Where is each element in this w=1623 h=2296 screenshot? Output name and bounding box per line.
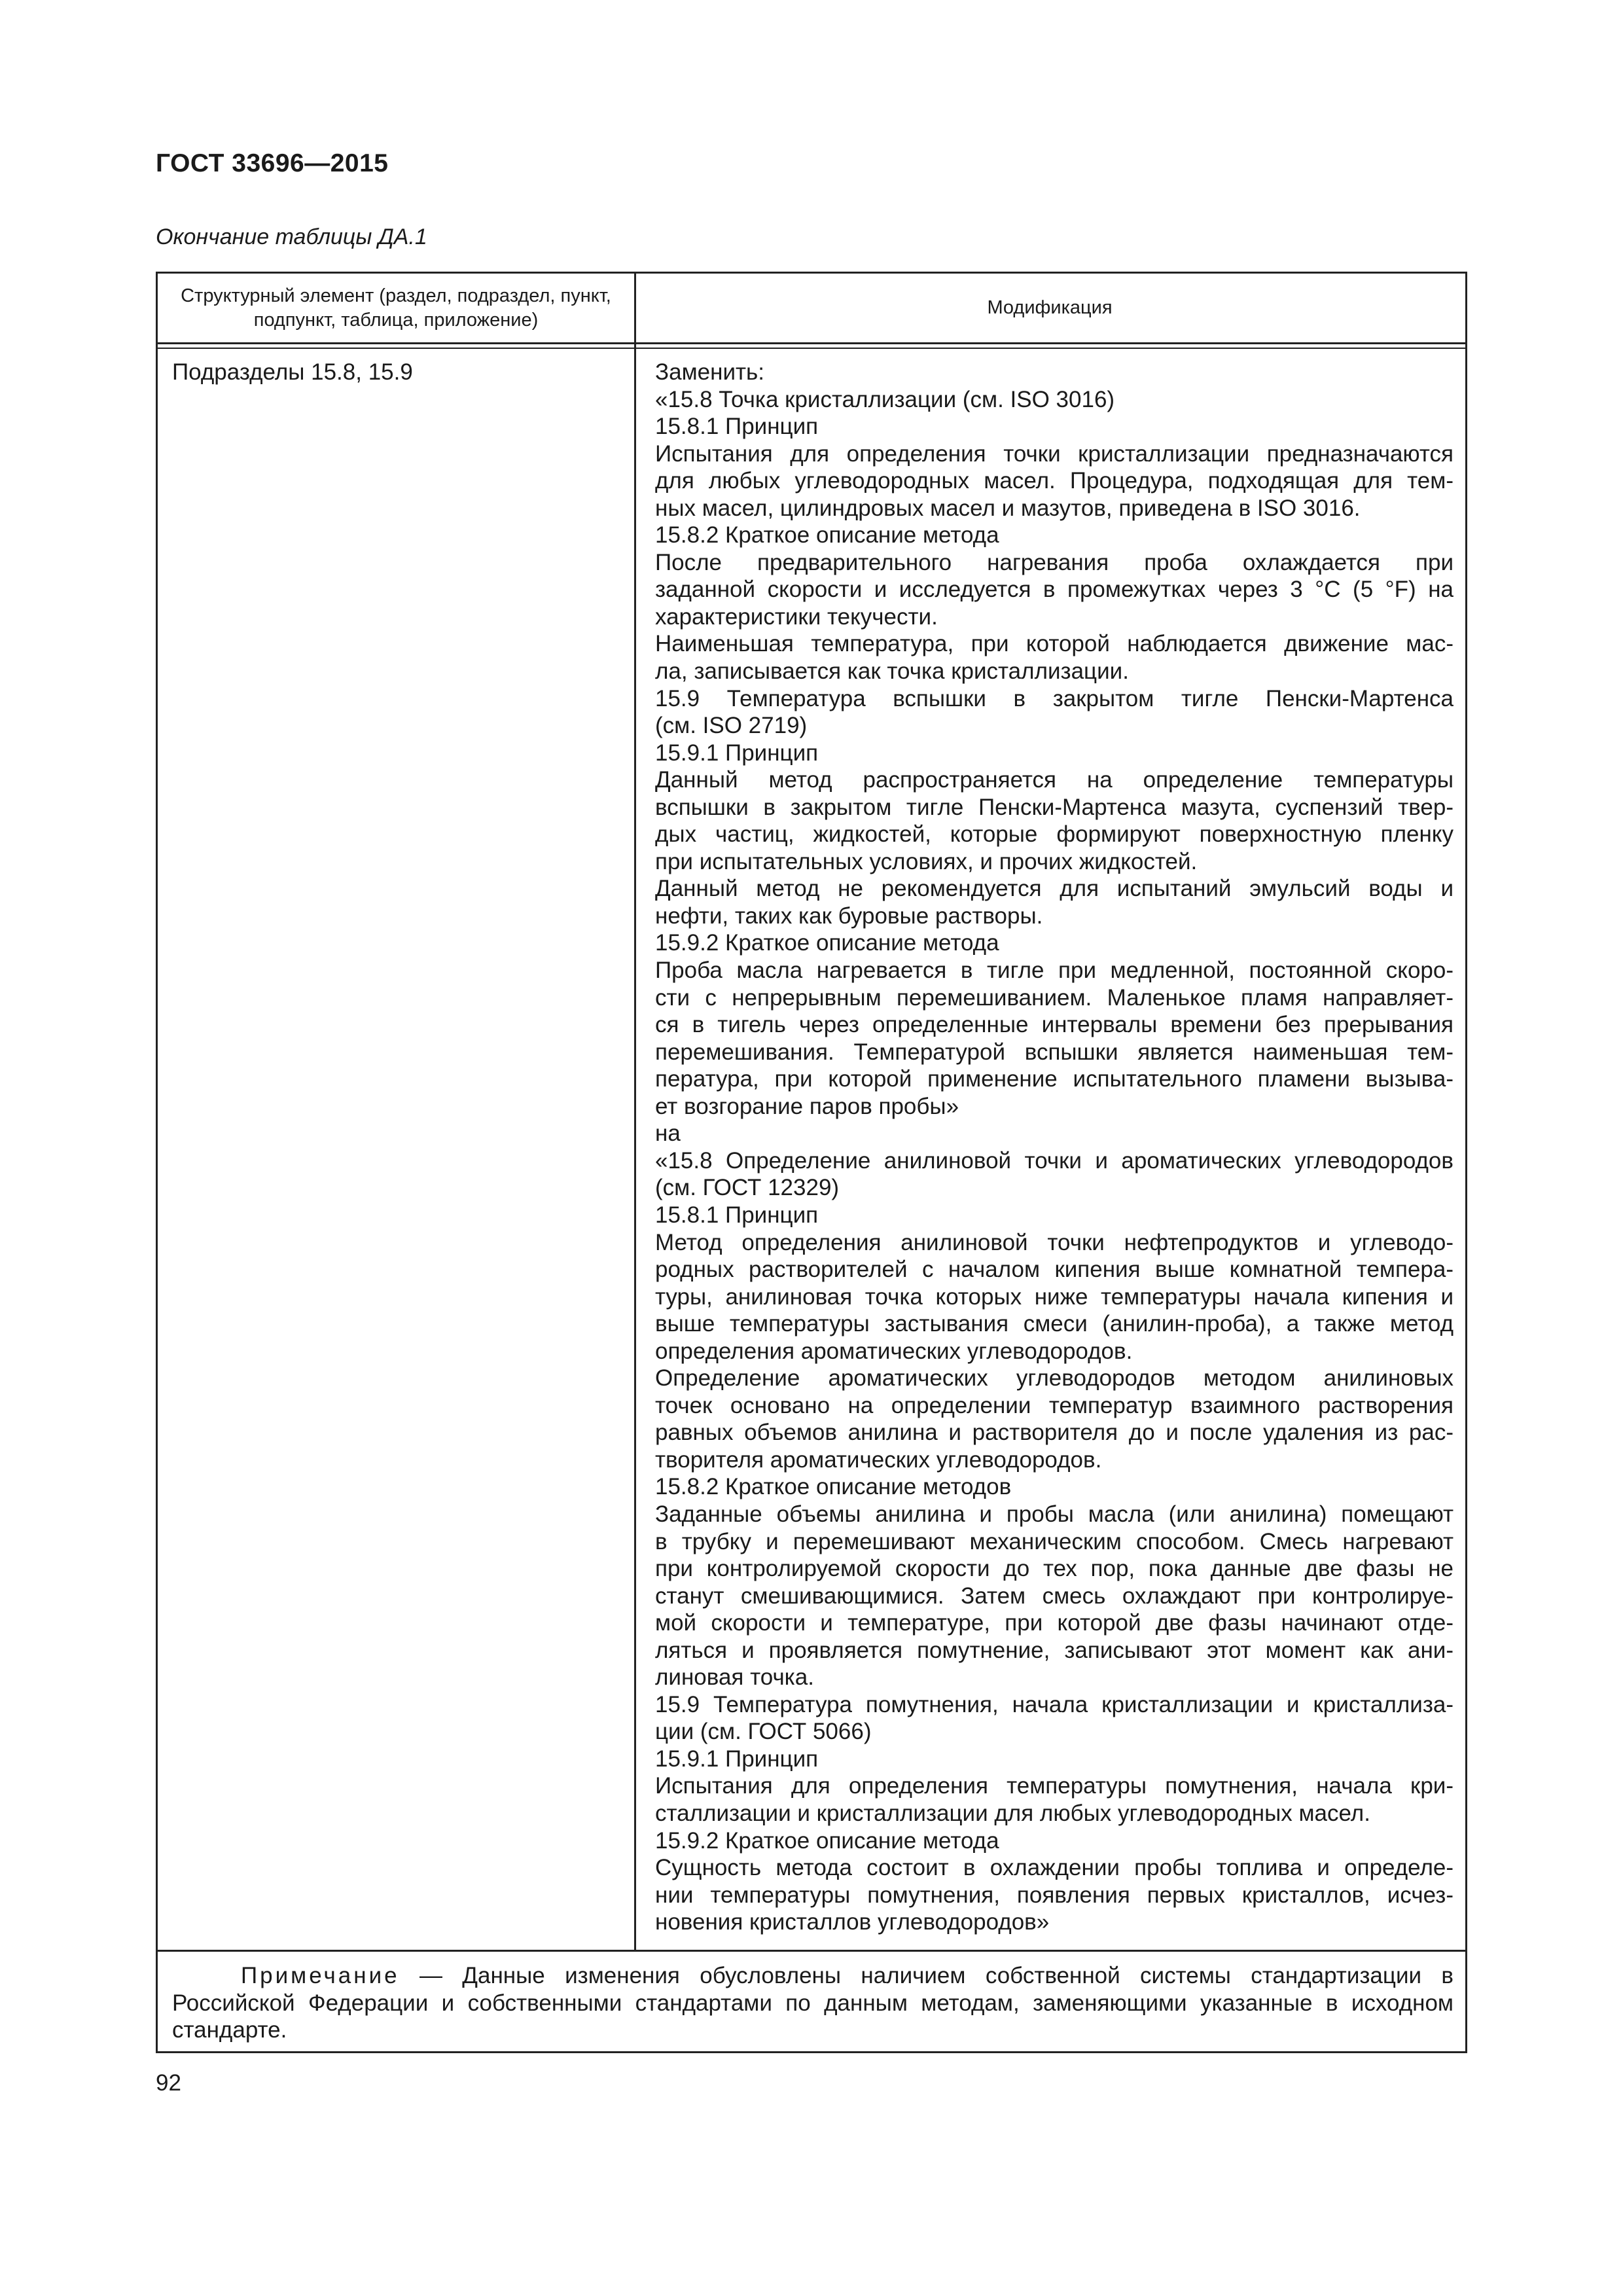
modification-line: ся в тигель через определенные интервалы времени без прерывания bbox=[655, 1012, 1454, 1038]
note-line-3: стандарте. bbox=[172, 2017, 287, 2043]
modification-line: на bbox=[655, 1121, 681, 1147]
table-note bbox=[172, 1962, 1454, 2044]
modification-line: выше температуры застывания смеси (анилин-проба), а также метод bbox=[655, 1311, 1454, 1337]
modification-line: Сущность метода состоит в охлаждении пробы топлива и определе- bbox=[655, 1855, 1454, 1881]
modification-line: Испытания для определения точки кристаллизации предназначаются bbox=[655, 440, 1454, 467]
modification-line: ет возгорание паров пробы» bbox=[655, 1093, 959, 1119]
modification-line: 15.9 Температура помутнения, начала кристаллизации и кристаллиза- bbox=[655, 1691, 1454, 1717]
modification-line: туры, анилиновая точка которых ниже температуры начала кипения и bbox=[655, 1283, 1454, 1310]
modification-line: 15.9.2 Краткое описание метода bbox=[655, 930, 999, 956]
note-line-2: Российской Федерации и собственными стандартами по данным методам, заменяющими указанные в исходном bbox=[172, 1990, 1454, 2016]
modification-line: 15.8.2 Краткое описание метода bbox=[655, 522, 999, 548]
modification-line: ла, записывается как точка кристаллизации. bbox=[655, 658, 1129, 685]
modification-line: Метод определения анилиновой точки нефтепродуктов и углеводо- bbox=[655, 1229, 1454, 1255]
modification-line: вспышки в закрытом тигле Пенски-Мартенса мазута, суспензий твер- bbox=[655, 794, 1454, 820]
modification-line: 15.9 Температура вспышки в закрытом тигле Пенски-Мартенса bbox=[655, 685, 1454, 711]
modification-line: Наименьшая температура, при которой наблюдается движение мас- bbox=[655, 631, 1454, 657]
modification-line: заданной скорости и исследуется в промежутках через 3 °С (5 °F) на bbox=[655, 577, 1454, 603]
modification-line: ляться и проявляется помутнение, записывают этот момент как ани- bbox=[655, 1637, 1454, 1663]
modification-line: «15.8 Определение анилиновой точки и ароматических углеводородов bbox=[655, 1147, 1454, 1174]
modification-line: точек основано на определении температур взаимного растворения bbox=[655, 1392, 1454, 1418]
modification-line: Данный метод не рекомендуется для испытаний эмульсий воды и bbox=[655, 876, 1454, 902]
modification-line: равных объемов анилина и растворителя до и после удаления из рас- bbox=[655, 1420, 1454, 1446]
row-modification-text bbox=[655, 359, 1454, 1936]
modification-line: мой скорости и температуре, при которой две фазы начинают отде- bbox=[655, 1610, 1454, 1636]
modification-line: Испытания для определения температуры помутнения, начала кри- bbox=[655, 1773, 1454, 1799]
note-line-1-text: — Данные изменения обусловлены наличием собственной системы стандартизации в bbox=[399, 1963, 1454, 1988]
modification-line: линовая точка. bbox=[655, 1664, 814, 1691]
modification-line: 15.9.2 Краткое описание метода bbox=[655, 1827, 999, 1854]
modification-line: дых частиц, жидкостей, которые формируют поверхностную пленку bbox=[655, 821, 1454, 848]
modification-line: 15.9.1 Принцип bbox=[655, 1746, 819, 1772]
modification-line: для любых углеводородных масел. Процедура, подходящая для тем- bbox=[655, 468, 1454, 494]
modification-line: (см. ISO 2719) bbox=[655, 713, 808, 739]
modification-line: После предварительного нагревания проба охлаждается при bbox=[655, 549, 1454, 575]
column-divider bbox=[634, 274, 636, 1950]
modification-line: Данный метод распространяется на определение температуры bbox=[655, 767, 1454, 793]
modification-line: 15.8.1 Принцип bbox=[655, 1202, 819, 1228]
table-caption: Окончание таблицы ДА.1 bbox=[156, 224, 427, 249]
modification-line: характеристики текучести. bbox=[655, 603, 938, 630]
note-line-1 bbox=[172, 1962, 1454, 1990]
note-divider bbox=[158, 1950, 1465, 1952]
modification-line: сталлизации и кристаллизации для любых углеводородных масел. bbox=[655, 1800, 1370, 1826]
header-double-rule bbox=[158, 348, 1465, 349]
modification-line: в трубку и перемешивают механическим способом. Смесь нагревают bbox=[655, 1528, 1454, 1554]
modification-table bbox=[156, 272, 1467, 2053]
header-cell-structural-element: Структурный элемент (раздел, подраздел, пункт, подпункт, таблица, приложение) bbox=[181, 285, 611, 331]
modification-line: Проба масла нагревается в тигле при медленной, постоянной скоро- bbox=[655, 958, 1454, 984]
modification-line: (см. ГОСТ 12329) bbox=[655, 1175, 840, 1201]
modification-line: творителя ароматических углеводородов. bbox=[655, 1446, 1102, 1473]
modification-line: Определение ароматических углеводородов методом анилиновых bbox=[655, 1365, 1454, 1391]
header-cell-modification: Модификация bbox=[987, 297, 1113, 318]
modification-line: 15.8.1 Принцип bbox=[655, 414, 819, 440]
modification-line: 15.9.1 Принцип bbox=[655, 740, 819, 766]
modification-line: Заменить: bbox=[655, 359, 765, 385]
document-code: ГОСТ 33696—2015 bbox=[156, 149, 389, 177]
modification-line: новения кристаллов углеводородов» bbox=[655, 1909, 1050, 1935]
page-number: 92 bbox=[156, 2070, 181, 2096]
modification-line: ции (см. ГОСТ 5066) bbox=[655, 1719, 872, 1745]
note-label: Примечание bbox=[241, 1963, 400, 1988]
modification-line: станут смешивающимися. Затем смесь охлаждают при контролируе- bbox=[655, 1583, 1454, 1609]
modification-line: пература, при которой применение испытательного пламени вызыва- bbox=[655, 1066, 1454, 1092]
modification-line: определения ароматических углеводородов. bbox=[655, 1338, 1133, 1364]
modification-line: нии температуры помутнения, появления первых кристаллов, исчез- bbox=[655, 1882, 1454, 1908]
table-header-row bbox=[158, 274, 1465, 344]
modification-line: «15.8 Точка кристаллизации (см. ISO 3016) bbox=[655, 386, 1115, 412]
modification-line: при контролируемой скорости до тех пор, пока данные две фазы не bbox=[655, 1556, 1454, 1582]
row-structural-element: Подразделы 15.8, 15.9 bbox=[172, 359, 413, 385]
modification-line: родных растворителей с началом кипения выше комнатной темпера- bbox=[655, 1257, 1454, 1283]
modification-line: Заданные объемы анилина и пробы масла (или анилина) помещают bbox=[655, 1501, 1454, 1527]
modification-line: ных масел, цилиндровых масел и мазутов, приведена в ISO 3016. bbox=[655, 495, 1361, 521]
modification-line: при испытательных условиях, и прочих жидкостей. bbox=[655, 848, 1198, 874]
modification-line: 15.8.2 Краткое описание методов bbox=[655, 1474, 1012, 1500]
modification-line: перемешивания. Температурой вспышки является наименьшая тем- bbox=[655, 1039, 1454, 1065]
modification-line: нефти, таких как буровые растворы. bbox=[655, 903, 1043, 929]
modification-line: сти с непрерывным перемешиванием. Маленькое пламя направляет- bbox=[655, 984, 1454, 1011]
